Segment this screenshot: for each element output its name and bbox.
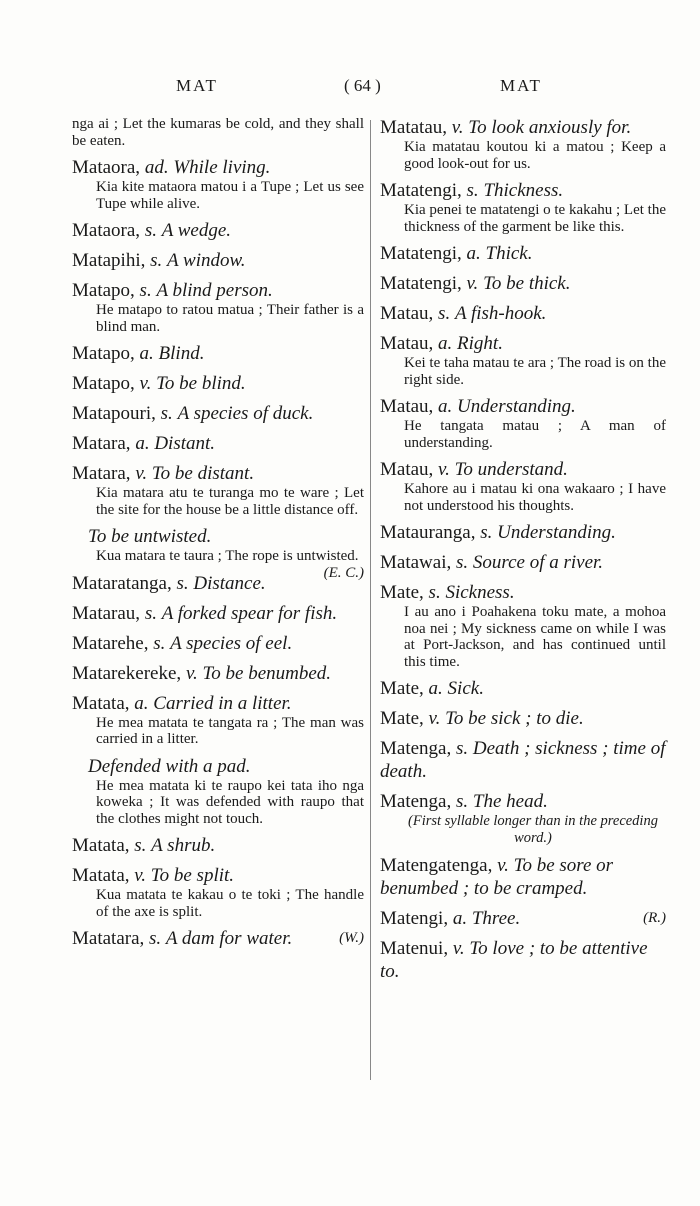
part-of-speech: a. bbox=[466, 243, 481, 264]
headword-line bbox=[72, 402, 364, 425]
dictionary-entry bbox=[72, 462, 364, 518]
part-of-speech: s. bbox=[466, 180, 479, 201]
headword-line bbox=[380, 551, 666, 574]
headword-line bbox=[380, 272, 666, 295]
dictionary-entry bbox=[380, 302, 666, 325]
definition: A species of duck. bbox=[177, 403, 314, 424]
headword: Mate, bbox=[380, 708, 424, 729]
headword-line bbox=[380, 116, 666, 139]
part-of-speech: v. bbox=[438, 459, 450, 480]
headword: Matawai, bbox=[380, 552, 452, 573]
example-continuation: nga ai ; Let the kumaras be cold, and they shall be eaten. bbox=[72, 116, 364, 149]
part-of-speech: a. bbox=[139, 343, 154, 364]
headword: Matengatenga, bbox=[380, 855, 493, 876]
dictionary-entry bbox=[380, 707, 666, 730]
headword: Matara, bbox=[72, 433, 131, 454]
headword-line bbox=[72, 342, 364, 365]
headword: Matapo, bbox=[72, 343, 135, 364]
definition: Right. bbox=[457, 333, 503, 354]
dictionary-entry bbox=[72, 249, 364, 272]
dictionary-entry bbox=[72, 156, 364, 212]
dictionary-entry bbox=[380, 937, 666, 983]
part-of-speech: v. bbox=[135, 463, 148, 484]
definition: Understanding. bbox=[497, 522, 616, 543]
part-of-speech: s. bbox=[149, 928, 162, 949]
dictionary-entry bbox=[380, 272, 666, 295]
part-of-speech: v. bbox=[452, 938, 465, 959]
headword-line bbox=[72, 572, 364, 595]
dictionary-entry bbox=[72, 402, 364, 425]
part-of-speech: s. bbox=[455, 791, 469, 812]
dictionary-entry bbox=[380, 179, 666, 235]
headword-line bbox=[380, 242, 666, 265]
part-of-speech: v. bbox=[466, 273, 479, 294]
definition: To be distant. bbox=[151, 463, 255, 484]
usage-note: (First syllable longer than in the preceding word.) bbox=[408, 813, 658, 846]
headword-line bbox=[72, 602, 364, 625]
left-column bbox=[72, 116, 364, 957]
headword: Matata, bbox=[72, 835, 130, 856]
example-sentence: Kia matatau koutou ki a matou ; Keep a good look-out for us. bbox=[404, 139, 666, 172]
example-sentence: Kua matara te taura ; The rope is untwisted. (E. C.) bbox=[96, 548, 364, 581]
definition: Source of a river. bbox=[472, 552, 604, 573]
definition: Three. bbox=[471, 908, 521, 929]
example-sentence: He matapo to ratou matua ; Their father is a blind man. bbox=[96, 302, 364, 335]
definition: Distant. bbox=[154, 433, 216, 454]
part-of-speech: a. bbox=[452, 908, 468, 929]
example-sentence: He mea matata te tangata ra ; The man was carried in a litter. bbox=[96, 714, 364, 747]
part-of-speech: a. bbox=[135, 433, 150, 454]
example-sentence: Kei te taha matau te ara ; The road is on the right side. bbox=[404, 355, 666, 388]
dictionary-entry bbox=[72, 864, 364, 920]
definition: To be sore or benumbed ; to be cramped. bbox=[380, 855, 614, 899]
headword: Matarekereke, bbox=[72, 662, 182, 684]
headword: Matenga, bbox=[380, 738, 452, 759]
dictionary-entry bbox=[72, 632, 364, 655]
headword-line bbox=[72, 864, 364, 887]
headword-line bbox=[380, 179, 666, 202]
dictionary-entry bbox=[380, 581, 666, 670]
dictionary-entry bbox=[72, 834, 364, 857]
definition: A wedge. bbox=[161, 220, 232, 241]
dictionary-entry bbox=[72, 279, 364, 335]
headword-line bbox=[72, 692, 364, 715]
headword: Matau, bbox=[380, 459, 434, 480]
headword: Matapo, bbox=[72, 373, 135, 394]
dictionary-entry bbox=[380, 737, 666, 783]
source-tag: (R.) bbox=[643, 910, 666, 926]
headword: Mataora, bbox=[72, 220, 141, 241]
part-of-speech: s. bbox=[160, 403, 173, 424]
part-of-speech: s. bbox=[176, 572, 189, 594]
headword: Matatengi, bbox=[380, 273, 462, 294]
headword: Matenui, bbox=[380, 938, 449, 959]
part-of-speech: s. bbox=[428, 582, 441, 603]
headword-line bbox=[380, 907, 666, 930]
right-column bbox=[380, 116, 666, 990]
headword-line bbox=[72, 462, 364, 485]
part-of-speech: v. bbox=[185, 662, 198, 684]
headword-line bbox=[380, 677, 666, 700]
headword: Matarehe, bbox=[72, 632, 149, 654]
source-tag: (E. C.) bbox=[323, 564, 364, 581]
part-of-speech: s. bbox=[438, 303, 451, 324]
headword: Matapouri, bbox=[72, 403, 156, 424]
headword-line bbox=[72, 432, 364, 455]
headword: Matau, bbox=[380, 333, 434, 354]
definition: A blind person. bbox=[156, 280, 273, 301]
example-sentence: Kia kite mataora matou i a Tupe ; Let us see Tupe while alive. bbox=[96, 179, 364, 212]
part-of-speech: s. bbox=[139, 280, 152, 301]
definition: Distance. bbox=[193, 572, 266, 594]
dictionary-entry bbox=[72, 927, 364, 950]
dictionary-entry bbox=[72, 602, 364, 625]
dictionary-entry bbox=[380, 790, 666, 847]
headword: Mataora, bbox=[72, 157, 141, 178]
definition: Understanding. bbox=[457, 396, 576, 417]
dictionary-entry bbox=[380, 395, 666, 451]
headword-line bbox=[72, 372, 364, 395]
dictionary-entry bbox=[380, 458, 666, 514]
headword: Mate, bbox=[380, 678, 424, 699]
definition: To be blind. bbox=[156, 373, 246, 394]
source-tag: (W.) bbox=[339, 930, 364, 946]
definition: A fish-hook. bbox=[454, 303, 547, 324]
dictionary-entry bbox=[72, 116, 364, 149]
dictionary-entry bbox=[380, 116, 666, 172]
dictionary-entry bbox=[72, 432, 364, 455]
headword: Matatengi, bbox=[380, 180, 462, 201]
dictionary-entry bbox=[72, 572, 364, 595]
headword-line bbox=[72, 834, 364, 857]
headword: Matatau, bbox=[380, 117, 448, 138]
part-of-speech: s. bbox=[134, 835, 147, 856]
dictionary-entry bbox=[72, 662, 364, 685]
definition: A window. bbox=[167, 250, 246, 271]
headword-line bbox=[380, 458, 666, 481]
part-of-speech: v. bbox=[497, 855, 509, 876]
definition: A species of eel. bbox=[170, 632, 293, 654]
part-of-speech: s. bbox=[144, 220, 157, 241]
headword-line bbox=[380, 790, 666, 813]
example-sentence: Kia penei te matatengi o te kakahu ; Let the thickness of the garment be like this. bbox=[404, 202, 666, 235]
part-of-speech: a. bbox=[438, 333, 453, 354]
headword-line bbox=[380, 737, 666, 783]
definition: To be sick ; to die. bbox=[445, 708, 584, 729]
headword-line bbox=[380, 332, 666, 355]
dictionary-entry bbox=[380, 907, 666, 930]
part-of-speech: s. bbox=[150, 250, 163, 271]
part-of-speech: v. bbox=[451, 117, 464, 138]
part-of-speech: s. bbox=[455, 552, 469, 573]
headword-line bbox=[380, 581, 666, 604]
dictionary-entry bbox=[380, 332, 666, 388]
example-sentence: Kahore au i matau ki ona wakaaro ; I have not understood his thoughts. bbox=[404, 481, 666, 514]
part-of-speech: s. bbox=[455, 738, 469, 759]
page-number: ( 64 ) bbox=[344, 76, 381, 95]
definition: Death ; sickness ; time of death. bbox=[380, 738, 666, 782]
example-sentence: He tangata matau ; A man of understanding. bbox=[404, 418, 666, 451]
headword-line bbox=[380, 395, 666, 418]
sense-definition: Defended with a pad. bbox=[88, 755, 251, 777]
definition: Carried in a litter. bbox=[153, 692, 292, 714]
headword: Mate, bbox=[380, 582, 424, 603]
page-header bbox=[0, 76, 700, 100]
definition: Sickness. bbox=[445, 582, 515, 603]
headword-line bbox=[380, 937, 666, 983]
dictionary-entry bbox=[72, 755, 364, 828]
headword: Matapo, bbox=[72, 280, 135, 301]
headword-line bbox=[72, 927, 364, 950]
definition: Thick. bbox=[485, 243, 533, 264]
headword-line bbox=[72, 156, 364, 179]
headword: Matara, bbox=[72, 463, 131, 484]
headword: Mataratanga, bbox=[72, 572, 172, 594]
part-of-speech: a. bbox=[134, 692, 149, 714]
part-of-speech: v. bbox=[139, 373, 152, 394]
headword: Matarau, bbox=[72, 602, 141, 624]
example-sentence: Kua matata te kakau o te toki ; The handle of the axe is split. bbox=[96, 887, 364, 920]
definition: To be benumbed. bbox=[202, 662, 332, 684]
definition: To understand. bbox=[454, 459, 568, 480]
headword-line bbox=[72, 662, 364, 685]
running-head-right: MAT bbox=[500, 76, 542, 95]
running-head-left: MAT bbox=[176, 76, 218, 95]
headword-line bbox=[72, 632, 364, 655]
definition: To love ; to be attentive to. bbox=[380, 938, 648, 982]
headword: Matau, bbox=[380, 303, 434, 324]
headword: Matatengi, bbox=[380, 243, 462, 264]
part-of-speech: v. bbox=[428, 708, 441, 729]
headword: Matau, bbox=[380, 396, 434, 417]
dictionary-entry bbox=[72, 372, 364, 395]
definition: Thickness. bbox=[483, 180, 564, 201]
part-of-speech: ad. bbox=[144, 157, 169, 178]
headword-line bbox=[380, 854, 666, 900]
dictionary-entry bbox=[72, 219, 364, 242]
part-of-speech: v. bbox=[134, 865, 147, 886]
sense-definition: To be untwisted. bbox=[88, 526, 212, 547]
definition: To be thick. bbox=[483, 273, 571, 294]
dictionary-entry bbox=[380, 242, 666, 265]
headword: Matengi, bbox=[380, 908, 449, 929]
definition: A forked spear for fish. bbox=[161, 602, 338, 624]
headword: Matatara, bbox=[72, 928, 145, 949]
definition: To look anxiously for. bbox=[468, 117, 632, 138]
headword: Matata, bbox=[72, 865, 130, 886]
example-sentence: Kia matara atu te turanga mo te ware ; Let the site for the house be a little distance off. bbox=[96, 485, 364, 518]
headword: Matata, bbox=[72, 692, 130, 714]
part-of-speech: a. bbox=[438, 396, 453, 417]
definition: A dam for water. bbox=[165, 928, 293, 949]
definition: The head. bbox=[472, 791, 548, 812]
definition: A shrub. bbox=[151, 835, 216, 856]
headword-line bbox=[380, 302, 666, 325]
headword-line bbox=[72, 249, 364, 272]
headword-line bbox=[72, 279, 364, 302]
headword-line bbox=[380, 521, 666, 544]
example-sentence: I au ano i Poahakena toku mate, a mohoa noa nei ; My sickness came on while I was at Port-Jackson, and has continued until this time. bbox=[404, 604, 666, 670]
definition: To be split. bbox=[150, 865, 235, 886]
headword: Matauranga, bbox=[380, 522, 476, 543]
part-of-speech: s. bbox=[153, 632, 166, 654]
headword: Matenga, bbox=[380, 791, 452, 812]
column-divider bbox=[370, 120, 371, 1080]
dictionary-entry bbox=[380, 551, 666, 574]
part-of-speech: s. bbox=[480, 522, 493, 543]
dictionary-entry bbox=[72, 342, 364, 365]
part-of-speech: a. bbox=[428, 678, 443, 699]
dictionary-entry bbox=[380, 854, 666, 900]
definition: Blind. bbox=[158, 343, 205, 364]
dictionary-entry bbox=[380, 521, 666, 544]
definition: Sick. bbox=[447, 678, 484, 699]
dictionary-entry bbox=[380, 677, 666, 700]
headword-line bbox=[72, 219, 364, 242]
example-sentence: He mea matata ki te raupo kei tata iho nga koweka ; It was defended with raupo that the clothes might not touch. bbox=[96, 777, 364, 827]
headword: Matapihi, bbox=[72, 250, 146, 271]
headword-line bbox=[380, 707, 666, 730]
dictionary-entry bbox=[72, 525, 364, 581]
definition: While living. bbox=[173, 157, 271, 178]
dictionary-entry bbox=[72, 692, 364, 748]
part-of-speech: s. bbox=[144, 602, 157, 624]
